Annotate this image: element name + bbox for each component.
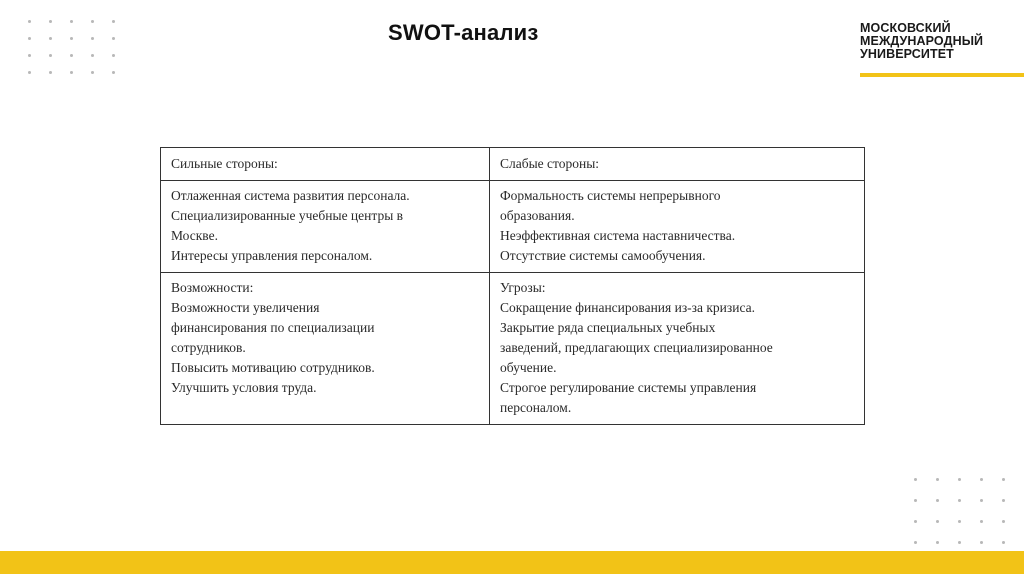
strength-item: Москве.: [171, 228, 218, 243]
opportunity-item: финансирования по специализации: [171, 320, 375, 335]
dot: [958, 499, 961, 502]
threat-item: заведений, предлагающих специализированное: [500, 340, 773, 355]
dot: [1002, 499, 1005, 502]
dot: [958, 478, 961, 481]
opportunity-item: Повысить мотивацию сотрудников.: [171, 360, 375, 375]
dot: [914, 478, 917, 481]
strength-item: Интересы управления персоналом.: [171, 248, 373, 263]
opportunity-item: сотрудников.: [171, 340, 246, 355]
decorative-dot-grid-top-left: [28, 20, 115, 74]
threats-header: Угрозы:: [500, 280, 546, 295]
dot: [28, 54, 31, 57]
bottom-accent-bar: [0, 551, 1024, 574]
weaknesses-header: Слабые стороны:: [490, 148, 865, 181]
weakness-item: Формальность системы непрерывного: [500, 188, 721, 203]
dot: [28, 37, 31, 40]
dot: [1002, 478, 1005, 481]
dot: [49, 20, 52, 23]
table-row: [161, 273, 865, 425]
dot: [70, 20, 73, 23]
weakness-item: Неэффективная система наставничества.: [500, 228, 736, 243]
dot: [936, 520, 939, 523]
weakness-item: Отсутствие системы самообучения.: [500, 248, 706, 263]
table-header-row: [161, 148, 865, 181]
logo-line: МЕЖДУНАРОДНЫЙ: [860, 34, 984, 48]
threat-item: Строгое регулирование системы управления: [500, 380, 757, 395]
threat-item: Сокращение финансирования из-за кризиса.: [500, 300, 755, 315]
dot: [980, 478, 983, 481]
dot: [28, 20, 31, 23]
dot: [28, 71, 31, 74]
dot: [70, 71, 73, 74]
slide-title: SWOT-анализ: [388, 20, 539, 45]
opportunities-header: Возможности:: [171, 280, 254, 295]
strength-item: Отлаженная система развития персонала.: [171, 188, 410, 203]
dot: [914, 541, 917, 544]
dot: [1002, 520, 1005, 523]
weaknesses-cell: [490, 181, 865, 273]
threat-item: Закрытие ряда специальных учебных: [500, 320, 716, 335]
dot: [91, 71, 94, 74]
threats-cell: [490, 273, 865, 425]
logo-line: МОСКОВСКИЙ: [860, 21, 951, 35]
opportunity-item: Возможности увеличения: [171, 300, 320, 315]
university-logo: [860, 22, 1024, 77]
dot: [112, 54, 115, 57]
dot: [936, 541, 939, 544]
strengths-header: Сильные стороны:: [161, 148, 490, 181]
dot: [980, 499, 983, 502]
dot: [112, 20, 115, 23]
logo-accent-bar: [860, 73, 1024, 77]
dot: [49, 37, 52, 40]
threat-item: обучение.: [500, 360, 557, 375]
dot: [91, 20, 94, 23]
opportunities-cell: [161, 273, 490, 425]
threat-item: персоналом.: [500, 400, 572, 415]
dot: [958, 520, 961, 523]
strengths-cell: [161, 181, 490, 273]
dot: [70, 54, 73, 57]
dot: [936, 499, 939, 502]
dot: [49, 71, 52, 74]
weakness-item: образования.: [500, 208, 575, 223]
dot: [958, 541, 961, 544]
dot: [70, 37, 73, 40]
dot: [91, 54, 94, 57]
dot: [112, 37, 115, 40]
table-row: [161, 181, 865, 273]
dot: [112, 71, 115, 74]
dot: [936, 478, 939, 481]
dot: [91, 37, 94, 40]
dot: [914, 499, 917, 502]
strength-item: Специализированные учебные центры в: [171, 208, 404, 223]
dot: [980, 541, 983, 544]
dot: [49, 54, 52, 57]
dot: [980, 520, 983, 523]
swot-table: [160, 147, 865, 425]
opportunity-item: Улучшить условия труда.: [171, 380, 317, 395]
logo-line: УНИВЕРСИТЕТ: [860, 47, 954, 61]
decorative-dot-grid-bottom-right: [914, 478, 1005, 544]
dot: [914, 520, 917, 523]
dot: [1002, 541, 1005, 544]
